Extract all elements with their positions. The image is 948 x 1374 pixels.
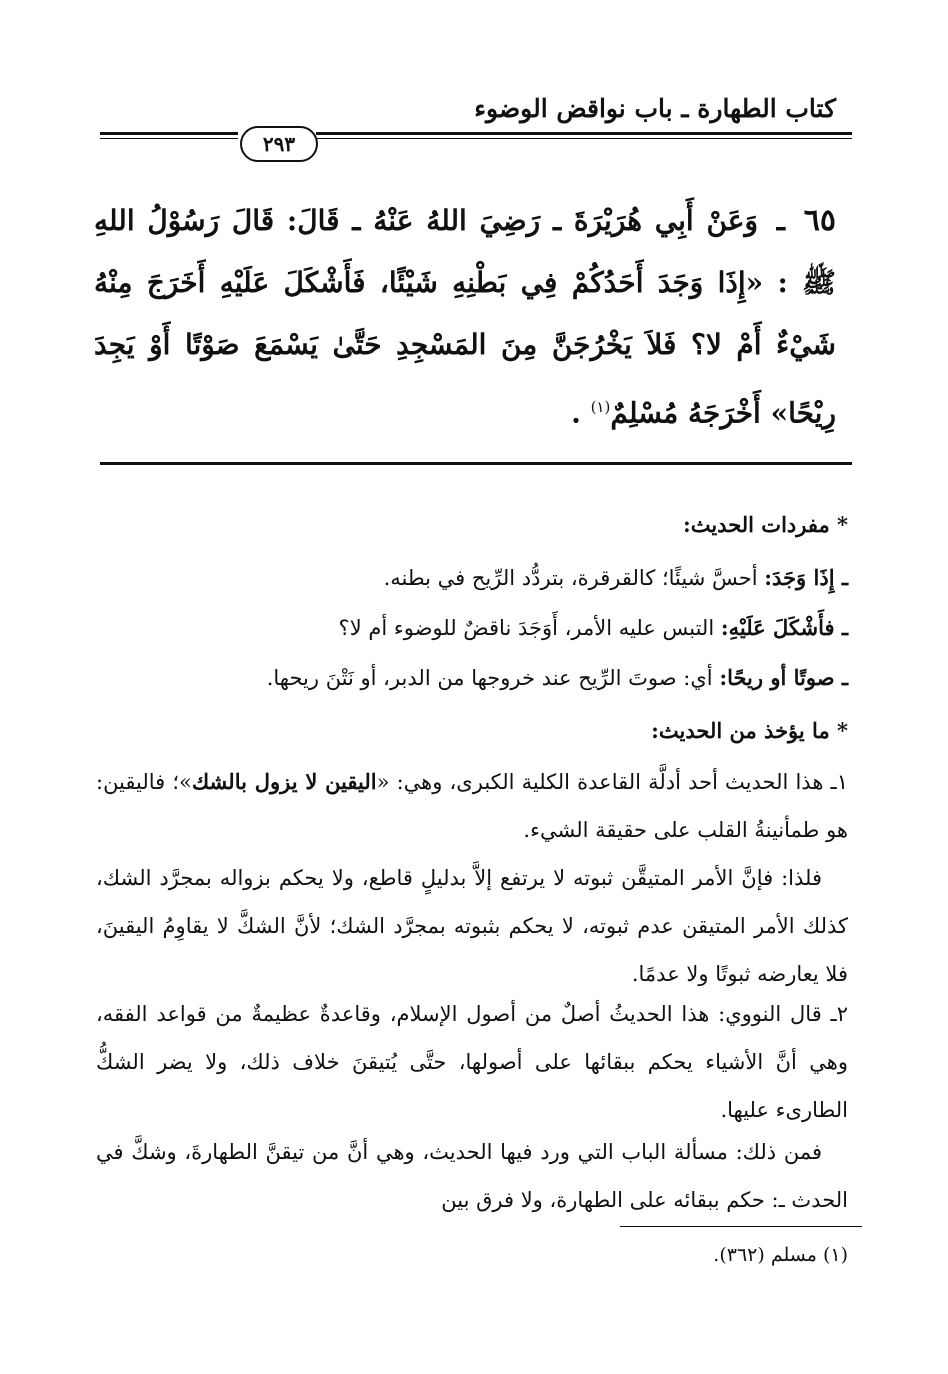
lesson-point-2: ٢ـ قال النووي: هذا الحديثُ أصلٌ من أصول الإسلام، وقاعدةٌ عظيمةٌ من قواعد الفقه، وهي أنَّ الأشياء يحكم ببقائها على أصولها، حتَّى يُتيقنَ خلاف ذلك، ولا يضر الشكُّ الطارىء عليها. [96, 1002, 848, 1122]
vocab-gloss: التبس عليه الأمر، أَوَجَدَ ناقضٌ للوضوء أم لا؟ [338, 616, 715, 640]
hadith-matn: : «إِذَا وَجَدَ أَحَدُكُمْ فِي بَطْنِهِ شَيْئًا، فَأَشْكَلَ عَلَيْهِ أَخَرَجَ مِنْهُ شَيْءٌ أَمْ لا؟ فَلاَ يَخْرُجَنَّ مِنَ المَسْجِدِ حَتَّىٰ يَسْمَعَ صَوْتًا أَوْ يَجِدَ رِيْحًا» أَخْرَجَهُ مُسْلِمٌ [94, 266, 836, 430]
footnote-reference: (١) [590, 398, 611, 416]
footnote [96, 1244, 848, 1266]
lesson-text: »؛ فاليقين: هو طمأنينةُ القلب على حقيقة الشيء. [96, 770, 848, 842]
vocab-heading: * مفردات الحديث: [682, 512, 848, 537]
vocab-item [96, 558, 848, 598]
salutation-glyph: ﷺ [802, 266, 836, 299]
footnote-marker: (١) [822, 1244, 848, 1266]
lesson-point-1 [96, 758, 848, 854]
maxim-text: اليقين لا يزول بالشك [191, 769, 377, 794]
page-number: ٢٩٣ [240, 126, 318, 162]
vocab-item [96, 658, 848, 698]
header-rule-right [316, 132, 852, 139]
hadith-end: . [571, 396, 581, 430]
header-rule-left [100, 132, 238, 139]
lesson-paragraph: فمن ذلك: مسألة الباب التي ورد فيها الحديث، وهي أنَّ من تيقنَّ الطهارةَ، وشكَّ في الحدث ـ: حكم ببقائه على الطهارة، ولا فرق بين [96, 1140, 848, 1212]
lessons-heading: * ما يؤخذ من الحديث: [651, 718, 848, 743]
lesson-paragraph: فلذا: فإنَّ الأمر المتيقَّن ثبوته لا يرتفع إلاَّ بدليلٍ قاطع، ولا يحكم بزواله بمجرَّد الشك، كذلك الأمر المتيقن عدم ثبوته، لا يحكم بثبوته بمجرَّد الشك؛ لأنَّ الشكَّ لا يقاوِمُ اليقينَ، فلا يعارضه ثبوتًا ولا عدمًا. [96, 866, 848, 986]
footnote-divider [620, 1226, 862, 1227]
vocab-item [96, 608, 848, 648]
running-title: كتاب الطهارة ـ باب نواقض الوضوء [474, 94, 836, 123]
vocab-gloss: أحسَّ شيئًا؛ كالقرقرة، بتردُّد الرِّيح في بطنه. [383, 566, 758, 590]
vocab-term: ـ إِذَا وَجَدَ: [764, 565, 848, 590]
section-divider [100, 462, 852, 465]
hadith-text [94, 190, 836, 444]
vocab-term: ـ فأَشْكَلَ عَلَيْهِ: [720, 615, 848, 640]
hadith-dash: ـ [776, 204, 785, 237]
lesson-text: ١ـ هذا الحديث أحد أدلَّة القاعدة الكلية الكبرى، وهي: « [376, 770, 848, 794]
vocab-gloss: أي: صوتَ الرِّيح عند خروجها من الدبر، أو نَتْنَ ريحها. [266, 666, 713, 690]
hadith-isnad: وَعَنْ أَبِي هُرَيْرَةَ ـ رَضِيَ اللهُ عَنْهُ ـ قَالَ: قَالَ رَسُوْلُ اللهِ [94, 204, 759, 237]
footnote-text: مسلم (٣٦٢). [713, 1244, 817, 1266]
vocab-term: ـ صوتًا أو ريحًا: [719, 665, 848, 690]
hadith-number: ٦٥ [803, 203, 836, 238]
